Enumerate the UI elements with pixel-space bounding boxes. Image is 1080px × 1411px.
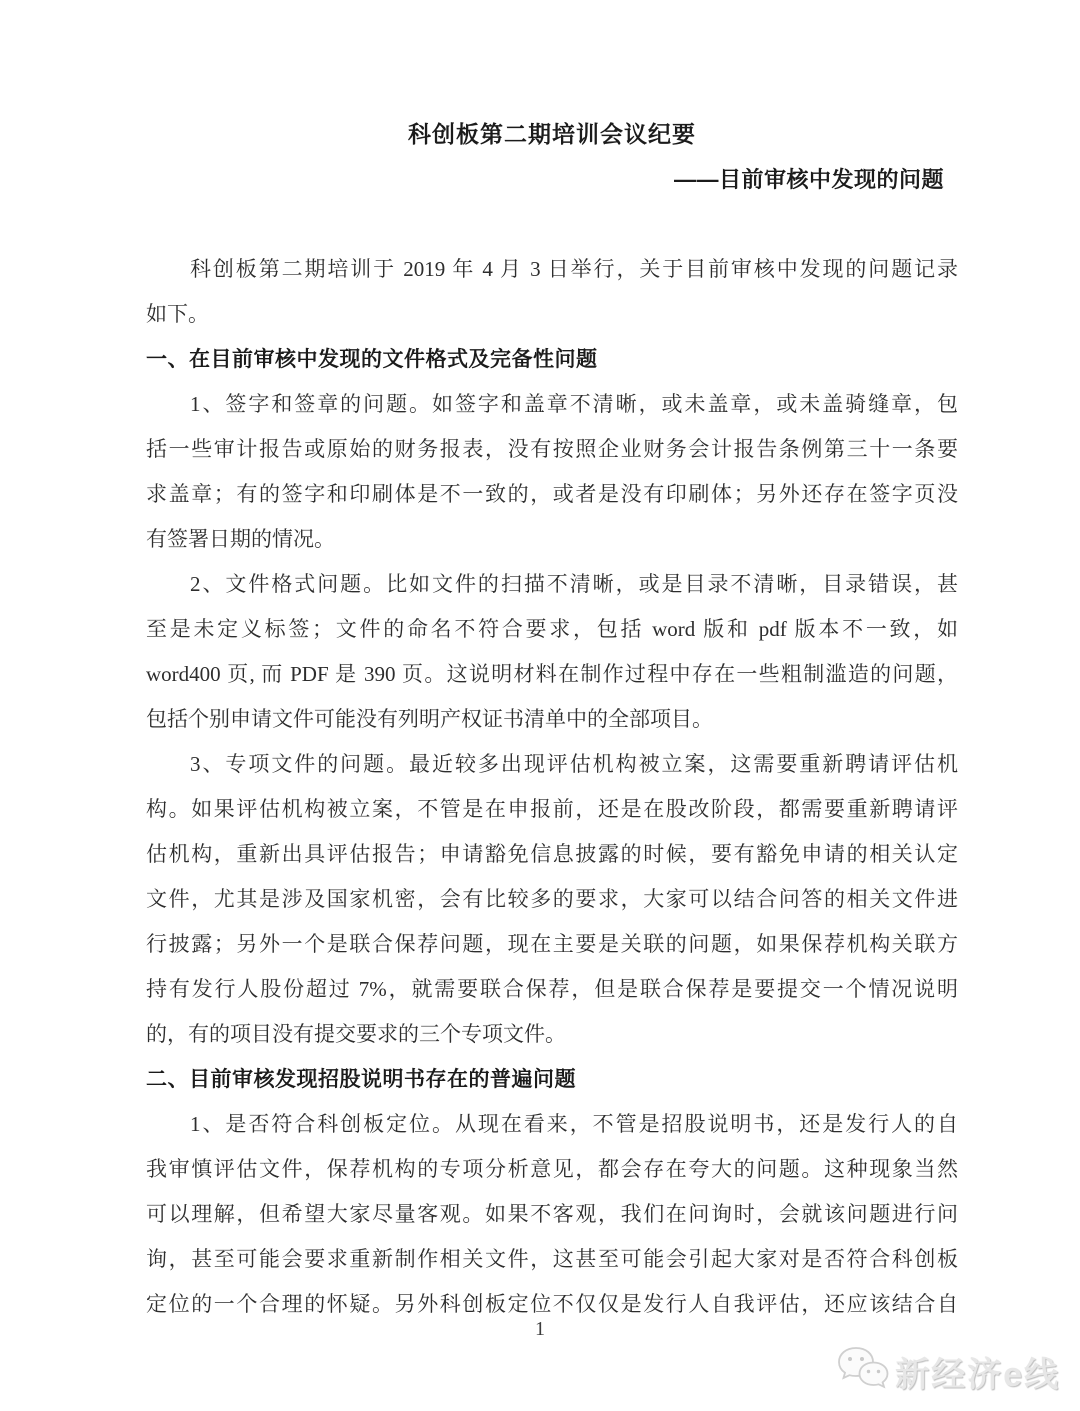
document-title: 科创板第二期培训会议纪要 [408,121,696,147]
text-line: 的，有的项目没有提交要求的三个专项文件。 [146,1022,566,1046]
text-line: 1、是否符合科创板定位。从现在看来，不管是招股说明书，还是发行人的自 [190,1112,958,1136]
text-line: 估机构，重新出具评估报告；申请豁免信息披露的时候，要有豁免申请的相关认定 [146,842,958,866]
text-line: word400 页, 而 PDF 是 390 页。这说明材料在制作过程中存在一些粗制滥造的问题， [146,662,958,686]
text-line: 求盖章；有的签字和印刷体是不一致的，或者是没有印刷体；另外还存在签字页没 [146,482,958,506]
text-line: 2、文件格式问题。比如文件的扫描不清晰，或是目录不清晰，目录错误，甚 [190,572,958,596]
watermark-label: 新经济e线 [895,1356,1060,1394]
text-line: 包括个别申请文件可能没有列明产权证书清单中的全部项目。 [146,707,713,731]
section-heading: 一、在目前审核中发现的文件格式及完备性问题 [146,348,598,371]
text-line: 询，甚至可能会要求重新制作相关文件，这甚至可能会引起大家对是否符合科创板 [146,1247,958,1271]
blank-line [146,202,958,247]
watermark [835,1344,1060,1399]
text-line: 持有发行人股份超过 7%，就需要联合保荐，但是联合保荐是要提交一个情况说明 [146,977,958,1001]
text-line: 3、专项文件的问题。最近较多出现评估机构被立案，这需要重新聘请评估机 [190,752,958,776]
text-line: 行披露；另外一个是联合保荐问题，现在主要是关联的问题，如果保荐机构关联方 [146,932,958,956]
text-line: 如下。 [146,302,209,326]
section-heading: 二、目前审核发现招股说明书存在的普遍问题 [146,1068,576,1091]
text-line: 括一些审计报告或原始的财务报表，没有按照企业财务会计报告条例第三十一条要 [146,437,958,461]
document-content [146,112,958,1327]
text-line: 构。如果评估机构被立案，不管是在申报前，还是在股改阶段，都需要重新聘请评 [146,797,958,821]
text-line: 科创板第二期培训于 2019 年 4 月 3 日举行，关于目前审核中发现的问题记录 [190,257,958,281]
text-line: 有签署日期的情况。 [146,527,335,551]
text-line: 定位的一个合理的怀疑。另外科创板定位不仅仅是发行人自我评估，还应该结合自 [146,1292,958,1316]
text-line: 至是未定义标签；文件的命名不符合要求，包括 word 版和 pdf 版本不一致，如 [146,617,958,641]
document-body [146,247,958,1327]
text-line: 文件，尤其是涉及国家机密，会有比较多的要求，大家可以结合问答的相关文件进 [146,887,958,911]
text-line: 可以理解，但希望大家尽量客观。如果不客观，我们在问询时，会就该问题进行问 [146,1202,958,1226]
wechat-logo-icon [835,1344,891,1399]
text-line: 我审慎评估文件，保荐机构的专项分析意见，都会存在夸大的问题。这种现象当然 [146,1157,958,1181]
page-number: 1 [535,1318,545,1340]
text-line: 1、签字和签章的问题。如签字和盖章不清晰，或未盖章，或未盖骑缝章，包 [190,392,958,416]
document-subtitle: ——目前审核中发现的问题 [673,167,944,192]
